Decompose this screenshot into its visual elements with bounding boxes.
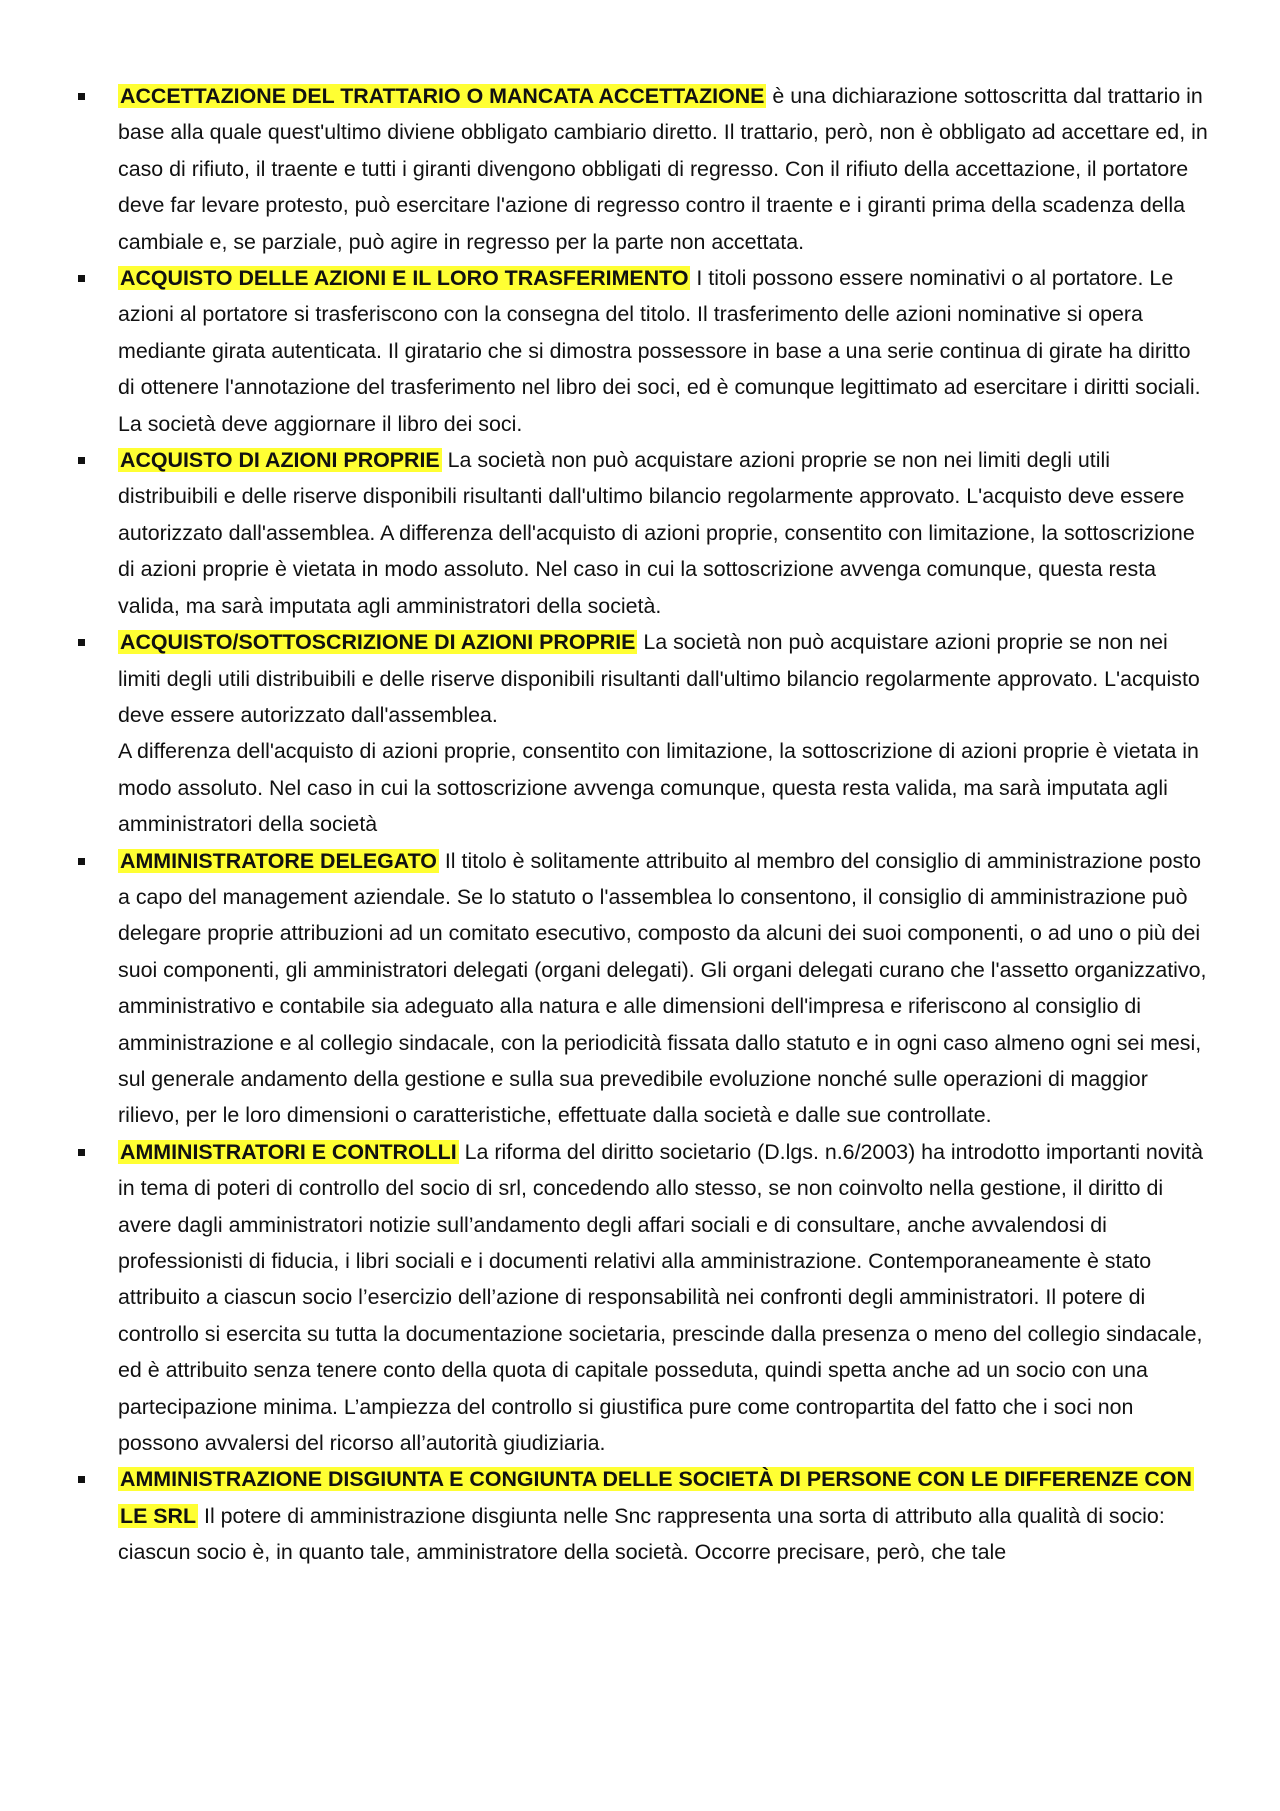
entry-definition: I titoli possono essere nominativi o al portatore. Le azioni al portatore si trasferiscono con la consegna del titolo. Il trasferimento delle azioni nominative si opera mediante girata autenticata. Il giratario che si dimostra possessore in base a una serie continua di girate ha diritto di ottenere l'annotazione del trasferimento nel libro dei soci, ed è comunque legittimato ad esercitare i diritti sociali. La società deve aggiornare il libro dei soci.	[118, 266, 1201, 436]
bullet-marker	[78, 1476, 85, 1483]
glossary-entry	[118, 1134, 1208, 1462]
entry-definition: Il titolo è solitamente attribuito al membro del consiglio di amministrazione posto a capo del management aziendale. Se lo statuto o l'assemblea lo consentono, il consiglio di amministrazione può delegare proprie attribuzioni ad un comitato esecutivo, composto da alcuni dei suoi componenti, o ad uno o più dei suoi componenti, gli amministratori delegati (organi delegati). Gli organi delegati curano che l'assetto organizzativo, amministrativo e contabile sia adeguato alla natura e alle dimensioni dell'impresa e riferiscono al consiglio di amministrazione e al collegio sindacale, con la periodicità fissata dallo statuto e in ogni caso almeno ogni sei mesi, sul generale andamento della gestione e sulla sua prevedibile evoluzione nonché sulle operazioni di maggior rilievo, per le loro dimensioni o caratteristiche, effettuate dalla società e dalle sue controllate.	[118, 848, 1207, 1128]
entry-definition: Il potere di amministrazione disgiunta nelle Snc rappresenta una sorta di attributo alla qualità di socio: ciascun socio è, in quanto tale, amministratore della società. Occorre precisare, però, che tale	[118, 1503, 1165, 1565]
entry-definition: è una dichiarazione sottoscritta dal trattario in base alla quale quest'ultimo diviene obbligato cambiario diretto. Il trattario, però, non è obbligato ad accettare ed, in caso di rifiuto, il traente e tutti i giranti divengono obbligati di regresso. Con il rifiuto della accettazione, il portatore deve far levare protesto, può esercitare l'azione di regresso contro il traente e i giranti prima della scadenza della cambiale e, se parziale, può agire in regresso per la parte non accettata.	[118, 84, 1208, 254]
entry-definition-continued: A differenza dell'acquisto di azioni proprie, consentito con limitazione, la sottoscrizione di azioni proprie è vietata in modo assoluto. Nel caso in cui la sottoscrizione avvenga comunque, questa resta valida, ma sarà imputata agli amministratori della società	[118, 739, 1199, 837]
entry-term: ACQUISTO DELLE AZIONI E IL LORO TRASFERIMENTO	[120, 266, 689, 291]
glossary-entry	[118, 260, 1208, 442]
bullet-marker	[78, 457, 85, 464]
glossary-list	[118, 78, 1208, 1571]
glossary-entry	[118, 442, 1208, 624]
glossary-entry	[118, 843, 1208, 1134]
bullet-marker	[78, 93, 85, 100]
entry-definition: La riforma del diritto societario (D.lgs. n.6/2003) ha introdotto importanti novità in tema di poteri di controllo del socio di srl, concedendo allo stesso, se non coinvolto nella gestione, il diritto di avere dagli amministratori notizie sull’andamento degli affari sociali e di consultare, anche avvalendosi di professionisti di fiducia, i libri sociali e i documenti relativi alla amministrazione. Contemporaneamente è stato attribuito a ciascun socio l’esercizio dell’azione di responsabilità nei confronti degli amministratori. Il potere di controllo si esercita su tutta la documentazione societaria, prescinde dalla presenza o meno del collegio sindacale, ed è attribuito senza tenere conto della quota di capitale posseduta, quindi spetta anche ad un socio con una partecipazione minima. L’ampiezza del controllo si giustifica pure come contropartita del fatto che i soci non possono avvalersi del ricorso all’autorità giudiziaria.	[118, 1139, 1203, 1456]
entry-definition: La società non può acquistare azioni proprie se non nei limiti degli utili distribuibili e delle riserve disponibili risultanti dall'ultimo bilancio regolarmente approvato. L'acquisto deve essere autorizzato dall'assemblea. A differenza dell'acquisto di azioni proprie, consentito con limitazione, la sottoscrizione di azioni proprie è vietata in modo assoluto. Nel caso in cui la sottoscrizione avvenga comunque, questa resta valida, ma sarà imputata agli amministratori della società.	[118, 448, 1195, 618]
glossary-entry	[118, 78, 1208, 260]
entry-definition: La società non può acquistare azioni proprie se non nei limiti degli utili distribuibili e delle riserve disponibili risultanti dall'ultimo bilancio regolarmente approvato. L'acquisto deve essere autorizzato dall'assemblea.	[118, 630, 1200, 727]
bullet-marker	[78, 275, 85, 282]
entry-term: AMMINISTRATORI E CONTROLLI	[120, 1139, 457, 1164]
glossary-entry	[118, 1461, 1208, 1570]
bullet-marker	[78, 858, 85, 865]
entry-term: AMMINISTRATORE DELEGATO	[120, 848, 437, 873]
bullet-marker	[78, 1149, 85, 1156]
entry-term: ACQUISTO DI AZIONI PROPRIE	[120, 448, 440, 473]
entry-term: ACQUISTO/SOTTOSCRIZIONE DI AZIONI PROPRIE	[120, 630, 636, 655]
bullet-marker	[78, 639, 85, 646]
entry-term: AMMINISTRAZIONE DISGIUNTA E CONGIUNTA DELLE SOCIETÀ DI PERSONE CON LE DIFFERENZE CON LE SRL	[120, 1467, 1192, 1528]
glossary-entry	[118, 624, 1208, 842]
entry-term: ACCETTAZIONE DEL TRATTARIO O MANCATA ACCETTAZIONE	[120, 84, 765, 108]
